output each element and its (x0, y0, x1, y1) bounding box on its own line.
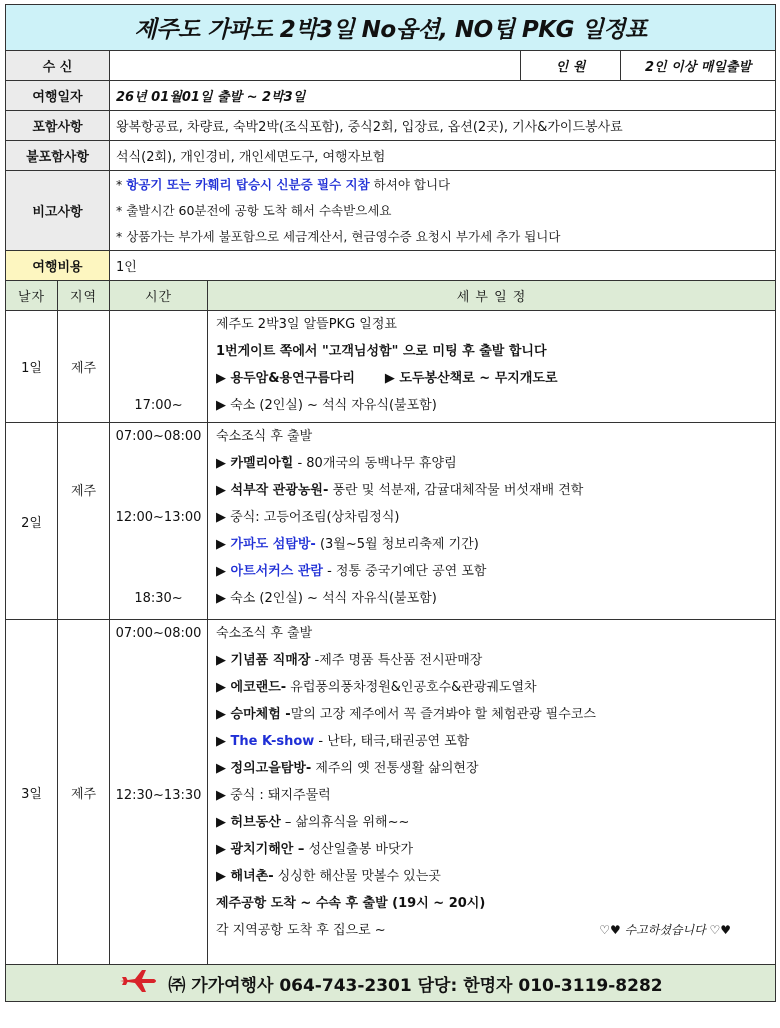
day1-line-4: ▶ 숙소 (2인실) ~ 석식 자유식(불포함) (216, 398, 437, 413)
day3-line-1: 숙소조식 후 출발 (216, 626, 313, 641)
day3-line-4-rest: 말의 고장 제주에서 꼭 즐겨봐야 할 체험관광 필수코스 (290, 707, 596, 722)
day3-line-6-rest: 제주의 옛 전통생활 삶의현장 (311, 761, 479, 776)
day3-schedule (208, 620, 776, 965)
day2-line-4: ▶ 중식: 고등어조림(상차림정식) (216, 510, 400, 525)
note-vat: * 상품가는 부가세 불포함으로 세금계산서, 현금영수증 요청시 부가세 추가 됩니다 (116, 228, 561, 244)
day2-line-5-rest: (3월~5월 청보리축제 기간) (315, 537, 479, 552)
day2-line-5 (216, 531, 769, 558)
people-label: 인 원 (521, 51, 621, 81)
day3-line-10-bold: ▶ 해녀촌- (216, 869, 274, 884)
notes-block (110, 171, 776, 251)
day2-line-2 (216, 450, 769, 477)
day3-line-12-sign: ♡♥ 수고하셨습니다 ♡♥ (599, 923, 732, 937)
day1-times (110, 311, 208, 423)
day2-times (110, 423, 208, 620)
included-value: 왕복항공료, 차량료, 숙박2박(조식포함), 중식2회, 입장료, 옵션(2곳), 기사&가이드봉사료 (110, 111, 776, 141)
header-region: 지역 (58, 281, 110, 311)
people-value: 2인 이상 매일출발 (621, 51, 776, 81)
day3-line-12 (216, 917, 769, 944)
day2-line-3-rest: 풍란 및 석분재, 감귤대체작물 버섯재배 견학 (328, 483, 584, 498)
cost-value: 1인 (110, 251, 776, 281)
day3-line-10-rest: 싱싱한 해산물 맛볼수 있는곳 (273, 869, 441, 884)
day1-region: 제주 (58, 311, 110, 423)
header-day: 날자 (6, 281, 58, 311)
day3-line-4-bold: ▶ 승마체험 - (216, 707, 291, 722)
day3-line-9-rest: 성산일출봉 바닷가 (304, 842, 414, 857)
recipient-value (110, 51, 521, 81)
day2-label: 2일 (6, 423, 58, 620)
day1-line-2: 1번게이트 쪽에서 "고객님성함" 으로 미팅 후 출발 합니다 (216, 344, 547, 359)
day3-line-10 (216, 863, 769, 890)
day3-line-5-bold: The K-show (230, 734, 315, 749)
day3-times (110, 620, 208, 965)
day3-line-4 (216, 701, 769, 728)
day3-line-2 (216, 647, 769, 674)
notes-label: 비고사항 (6, 171, 110, 251)
note-id-required-bold: 항공기 또는 카훼리 탑승시 신분증 필수 지참 (126, 176, 370, 192)
day2-line-5-arrow: ▶ (216, 537, 231, 552)
day2-line-6 (216, 558, 769, 585)
day3-line-6 (216, 755, 769, 782)
note-id-required (116, 172, 769, 198)
excluded-value: 석식(2회), 개인경비, 개인세면도구, 여행자보험 (110, 141, 776, 171)
day3-line-3-rest: 유럽풍의풍차정원&인공호수&관광궤도열차 (286, 680, 537, 695)
day1-schedule (208, 311, 776, 423)
note-arrival-time: * 출발시간 60분전에 공항 도착 해서 수속받으세요 (116, 202, 392, 218)
day1-line-3a: ▶ 용두암&용연구름다리 (216, 371, 355, 386)
day2-time-2: 12:00~13:00 (115, 510, 202, 525)
day1-label: 1일 (6, 311, 58, 423)
day3-line-5-arrow: ▶ (216, 734, 231, 749)
day3-line-9-bold: ▶ 광치기해안 – (216, 842, 305, 857)
footer-text: ㈜ 가가여행사 064-743-2301 담당: 한명자 010-3119-8282 (168, 975, 663, 996)
page-title: 제주도 가파도 2박3일 No옵션, NO팁 PKG 일정표 (6, 5, 776, 51)
day3-line-2-bold: ▶ 기념품 직매장 (216, 653, 311, 668)
day3-line-2-rest: -제주 명품 특산품 전시판매장 (310, 653, 483, 668)
day3-line-12-text: 각 지역공항 도착 후 집으로 ~ (216, 923, 386, 938)
itinerary-document (5, 4, 775, 1002)
day2-line-6-bold: 아트서커스 관람 (230, 564, 323, 579)
day3-line-9 (216, 836, 769, 863)
day2-schedule (208, 423, 776, 620)
day3-line-3-bold: ▶ 에코랜드- (216, 680, 287, 695)
day3-line-11: 제주공항 도착 ~ 수속 후 출발 (19시 ~ 20시) (216, 896, 486, 911)
day3-region: 제주 (58, 620, 110, 965)
day2-line-2-rest: - 80개국의 동백나무 휴양림 (293, 456, 457, 471)
recipient-label: 수 신 (6, 51, 110, 81)
day2-line-6-arrow: ▶ (216, 564, 231, 579)
airplane-logo-icon (118, 968, 158, 999)
day3-line-6-bold: ▶ 정의고을탐방- (216, 761, 312, 776)
note-id-required-suffix: 하셔야 합니다 (369, 176, 451, 192)
note-bullet: * (116, 176, 127, 192)
day2-line-5-bold: 가파도 섬탐방- (230, 537, 316, 552)
day3-line-3 (216, 674, 769, 701)
day2-line-7: ▶ 숙소 (2인실) ~ 석식 자유식(불포함) (216, 591, 437, 606)
day2-line-6-rest: - 정통 중국기예단 공연 포함 (322, 564, 487, 579)
day3-label: 3일 (6, 620, 58, 965)
day3-time-2: 12:30~13:30 (115, 788, 202, 803)
day1-line-1: 제주도 2박3일 알뜰PKG 일정표 (216, 317, 397, 332)
header-detail: 세 부 일 정 (208, 281, 776, 311)
day1-line-3b: ▶ 도두봉산책로 ~ 무지개도로 (384, 371, 558, 386)
day2-time-3: 18:30~ (134, 591, 183, 606)
day3-line-8-bold: ▶ 허브동산 (216, 815, 281, 830)
day2-line-3-bold: ▶ 석부작 관광농원- (216, 483, 329, 498)
day1-line-3 (216, 365, 769, 392)
day2-line-3 (216, 477, 769, 504)
day2-region: 제주 (58, 423, 110, 620)
footer (6, 965, 776, 1002)
excluded-label: 불포함사항 (6, 141, 110, 171)
day2-time-1: 07:00~08:00 (115, 429, 202, 444)
cost-label: 여행비용 (6, 251, 110, 281)
day2-line-1: 숙소조식 후 출발 (216, 429, 313, 444)
date-label: 여행일자 (6, 81, 110, 111)
day3-line-8 (216, 809, 769, 836)
day3-line-5-rest: - 난타, 태극,태권공연 포함 (314, 734, 470, 749)
itinerary-table (5, 4, 776, 1002)
day3-line-7: ▶ 중식 : 돼지주물럭 (216, 788, 331, 803)
header-time: 시간 (110, 281, 208, 311)
day1-time-1: 17:00~ (134, 398, 183, 413)
date-value: 26년 01월01일 출발 ~ 2박3일 (110, 81, 776, 111)
day3-time-1: 07:00~08:00 (115, 626, 202, 641)
day2-line-2-bold: ▶ 카멜리아힐 (216, 456, 294, 471)
included-label: 포함사항 (6, 111, 110, 141)
day3-line-5 (216, 728, 769, 755)
day3-line-8-rest: – 삶의휴식을 위해~~ (280, 815, 410, 830)
